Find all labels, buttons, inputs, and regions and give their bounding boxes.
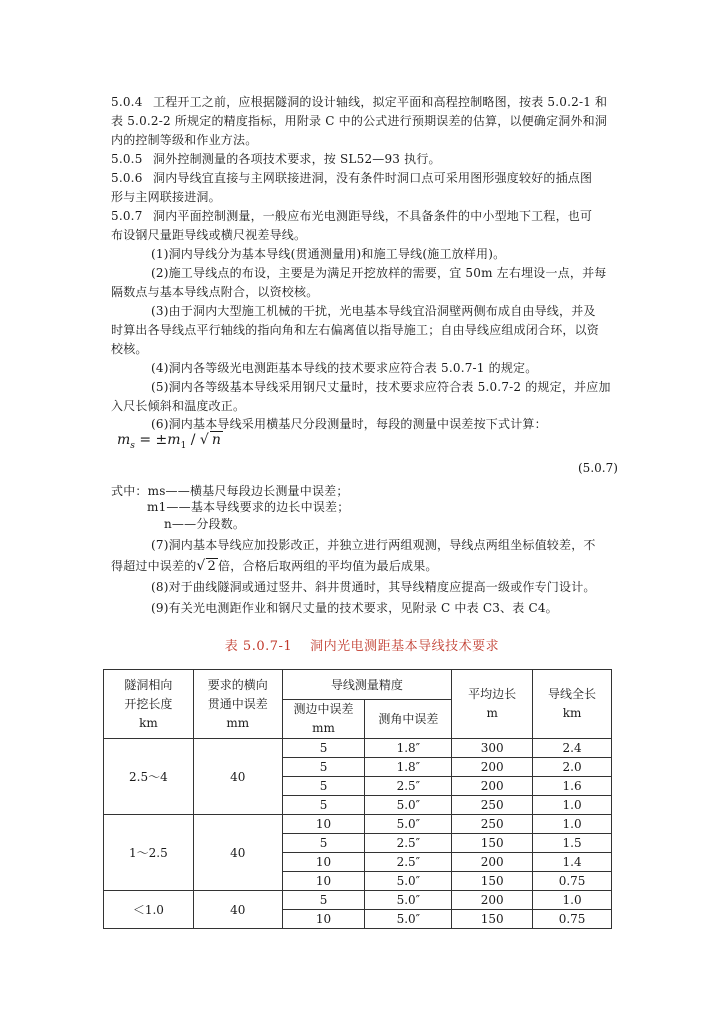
item-5-line-2: 入尺长倾斜和温度改正。 (111, 399, 246, 413)
cell-length: 1～2.5 (104, 815, 194, 891)
para-5-0-4-line-3: 内的控制等级和作业方法。 (111, 133, 258, 147)
item-9: (9)有关光电测距作业和钢尺丈量的技术要求，见附录 C 中表 C3、表 C4。 (151, 601, 558, 615)
technical-requirements-table (103, 669, 612, 929)
header-lateral-error: 要求的横向 贯通中误差 mm (193, 670, 282, 739)
header-angle-error: 测角中误差 (365, 700, 452, 739)
item-2-line-1: (2)施工导线点的布设，主要是为满足开挖放样的需要，宜 50m 左右埋设一点，并每 (151, 266, 607, 280)
header-avg-side: 平均边长 m (452, 670, 533, 739)
para-5-0-4-line-2: 表 5.0.2-2 所规定的精度指标，用附录 C 中的公式进行预期误差的估算，以便确定洞外和洞 (111, 114, 608, 128)
table-row: 5 2.5″ 200 1.6 (104, 777, 612, 796)
header-traverse-precision: 导线测量精度 (282, 670, 452, 700)
cell-error: 40 (193, 739, 282, 815)
item-5-line-1: (5)洞内各等级基本导线采用钢尺丈量时，技术要求应符合表 5.0.7-2 的规定，并应加 (151, 380, 611, 394)
table-row: 1～2.5 40 10 5.0″ 250 1.0 (104, 815, 612, 834)
cell-error: 40 (193, 815, 282, 891)
table-row: 5 5.0″ 250 1.0 (104, 796, 612, 815)
item-1: (1)洞内导线分为基本导线(贯通测量用)和施工导线(施工放样用)。 (151, 247, 506, 261)
table-row: 10 2.5″ 200 1.4 (104, 853, 612, 872)
para-5-0-5: 5.0.5 洞外控制测量的各项技术要求，按 SL52—93 执行。 (111, 152, 441, 166)
definition-1: 式中：ms——横基尺每段边长测量中误差； (111, 484, 349, 498)
item-7-line-1: (7)洞内基本导线应加投影改正，并独立进行两组观测，导线点两组坐标值较差，不 (151, 538, 596, 552)
para-5-0-7-line-1: 5.0.7 洞内平面控制测量，一般应布光电测距导线，不具备条件的中小型地下工程，也可 (111, 209, 593, 223)
table-row: 5 2.5″ 150 1.5 (104, 834, 612, 853)
item-6: (6)洞内基本导线采用横基尺分段测量时，每段的测量中误差按下式计算： (151, 417, 547, 431)
item-3-line-1: (3)由于洞内大型施工机械的干扰，光电基本导线宜沿洞壁两侧布成自由导线，并及 (151, 304, 596, 318)
table-row: ＜1.0 40 5 5.0″ 200 1.0 (104, 891, 612, 910)
header-side-error: 测边中误差 mm (282, 700, 365, 739)
definition-2: m1——基本导线要求的边长中误差； (147, 500, 350, 514)
item-3-line-2: 时算出各导线点平行轴线的指向角和左右偏离值以指导施工；自由导线应组成闭合环，以资 (111, 323, 600, 337)
item-8: (8)对于曲线隧洞或通过竖井、斜井贯通时，其导线精度应提高一级或作专门设计。 (151, 580, 596, 594)
para-5-0-4-line-1: 5.0.4 工程开工之前，应根据隧洞的设计轴线，拟定平面和高程控制略图，按表 5.0.2-1 和 (111, 95, 608, 109)
item-3-line-3: 校核。 (111, 342, 148, 356)
item-7-line-2: 得超过中误差的√ 2 倍，合格后取两组的平均值为最后成果。 (111, 558, 438, 574)
table-row: 5 1.8″ 200 2.0 (104, 758, 612, 777)
cell-error: 40 (193, 891, 282, 929)
equation-number: (5.0.7) (578, 461, 618, 475)
sqrt-2: √ 2 (196, 558, 217, 574)
item-4: (4)洞内各等级光电测距基本导线的技术要求应符合表 5.0.7-1 的规定。 (151, 361, 538, 375)
table-row: 2.5～4 40 5 1.8″ 300 2.4 (104, 739, 612, 758)
header-length: 隧洞相向 开挖长度 km (104, 670, 194, 739)
table-caption: 表 5.0.7-1 洞内光电测距基本导线技术要求 (224, 639, 500, 654)
formula-5-0-7: $m_s = \pm m_1$ / √ n (117, 432, 221, 451)
para-5-0-7-line-2: 布设钢尺量距导线或横尺视差导线。 (111, 228, 307, 242)
para-5-0-6-line-1: 5.0.6 洞内导线宜直接与主网联接进洞，没有条件时洞口点可采用图形强度较好的插点图 (111, 171, 593, 185)
table-row: 10 5.0″ 150 0.75 (104, 872, 612, 891)
definition-3: n——分段数。 (164, 517, 246, 531)
cell-length: ＜1.0 (104, 891, 194, 929)
item-2-line-2: 隔数点与基本导线点附合，以资校核。 (111, 285, 319, 299)
para-5-0-6-line-2: 形与主网联接进洞。 (111, 190, 221, 204)
header-total-length: 导线全长 km (533, 670, 612, 739)
cell-length: 2.5～4 (104, 739, 194, 815)
table-row: 10 5.0″ 150 0.75 (104, 910, 612, 929)
